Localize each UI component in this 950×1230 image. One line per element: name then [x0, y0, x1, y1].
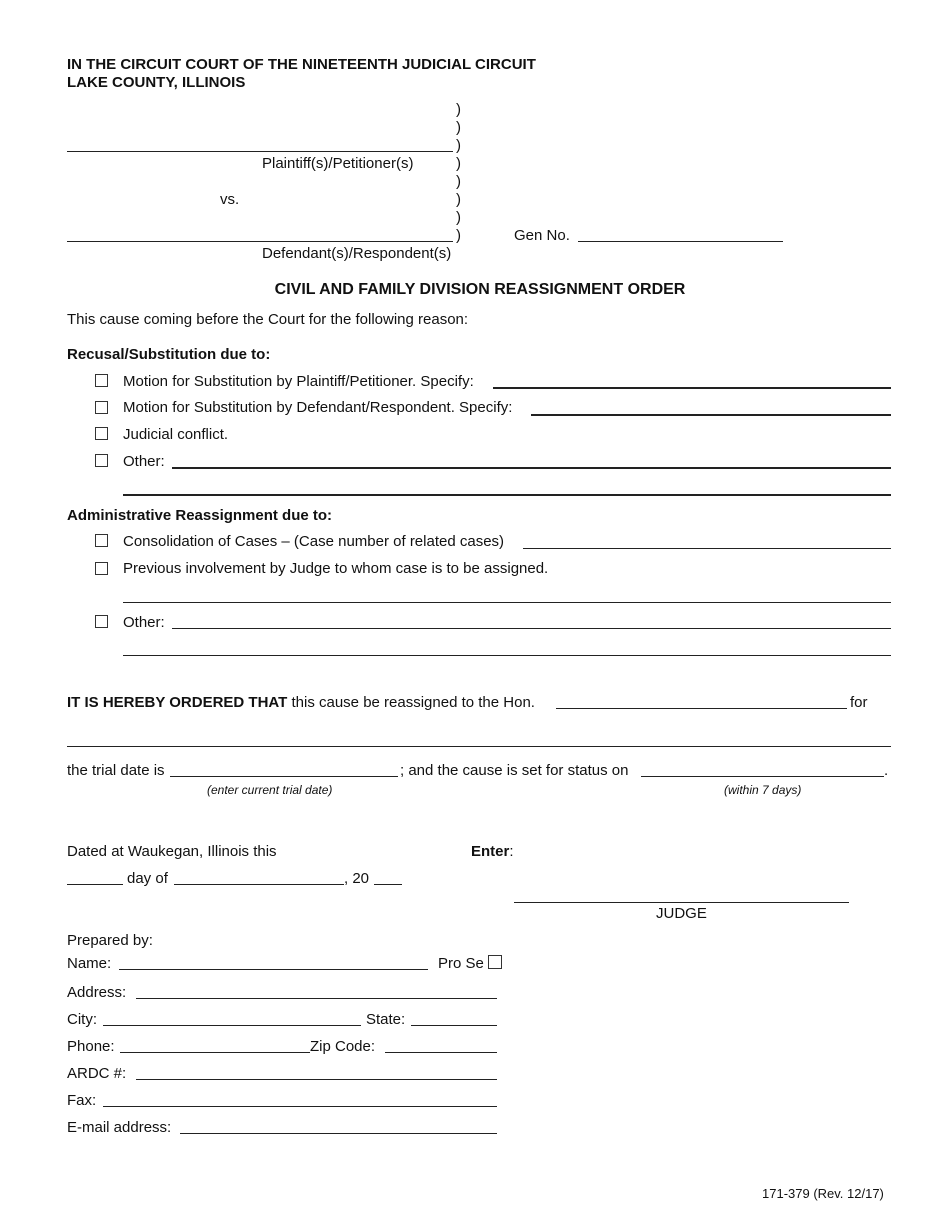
dated-label: Dated at Waukegan, Illinois this: [67, 843, 277, 860]
versus-label: vs.: [220, 191, 240, 208]
city-label: City:: [67, 1011, 97, 1028]
trial-date-label: the trial date is: [67, 762, 165, 779]
administrative-heading: Administrative Reassignment due to:: [67, 507, 333, 524]
judge-signature-line[interactable]: [514, 902, 849, 903]
previous-involvement-field[interactable]: [123, 602, 891, 603]
year-field[interactable]: [374, 884, 402, 885]
consolidation-label: Consolidation of Cases – (Case number of related cases): [123, 533, 505, 550]
admin-other-checkbox[interactable]: [95, 615, 108, 628]
consolidation-checkbox[interactable]: [95, 534, 108, 547]
month-field[interactable]: [174, 884, 344, 885]
recusal-other-checkbox[interactable]: [95, 454, 108, 467]
gen-no-label: Gen No.: [514, 227, 570, 244]
address-label: Address:: [67, 984, 127, 1001]
admin-other-field-2[interactable]: [123, 655, 891, 656]
county-name: LAKE COUNTY, ILLINOIS: [67, 74, 246, 91]
fax-label: Fax:: [67, 1092, 97, 1109]
phone-label: Phone:: [67, 1038, 115, 1055]
defendant-label: Defendant(s)/Respondent(s): [262, 245, 452, 262]
email-field[interactable]: [180, 1133, 497, 1134]
state-field[interactable]: [411, 1025, 497, 1026]
admin-other-field[interactable]: [172, 628, 891, 629]
recusal-plaintiff-label: Motion for Substitution by Plaintiff/Petitioner. Specify:: [123, 373, 474, 390]
recusal-defendant-specify-field[interactable]: [531, 414, 891, 416]
consolidation-case-number-field[interactable]: [523, 548, 891, 549]
zip-label: Zip Code:: [310, 1038, 376, 1055]
recusal-other-field-2[interactable]: [123, 494, 891, 496]
ardc-field[interactable]: [136, 1079, 497, 1080]
gen-no-field[interactable]: [578, 241, 783, 242]
judge-label: JUDGE: [656, 905, 707, 922]
recusal-other-label: Other:: [123, 453, 165, 470]
defendant-name-line[interactable]: [67, 241, 453, 242]
plaintiff-name-line[interactable]: [67, 151, 453, 152]
recusal-defendant-label: Motion for Substitution by Defendant/Respondent. Specify:: [123, 399, 513, 416]
ardc-label: ARDC #:: [67, 1065, 127, 1082]
order-continuation-field[interactable]: [67, 746, 891, 747]
form-number: 171-379 (Rev. 12/17): [762, 1186, 884, 1201]
order-bold-lead: IT IS HEREBY ORDERED THAT: [67, 694, 288, 711]
previous-involvement-label: Previous involvement by Judge to whom case is to be assigned.: [123, 560, 549, 577]
trial-date-hint: (enter current trial date): [207, 783, 333, 797]
day-of-label: day of: [127, 870, 168, 887]
recusal-heading: Recusal/Substitution due to:: [67, 346, 271, 363]
phone-field[interactable]: [120, 1052, 310, 1053]
pro-se-label: Pro Se: [438, 955, 484, 972]
trial-date-field[interactable]: [170, 776, 398, 777]
plaintiff-label: Plaintiff(s)/Petitioner(s): [262, 155, 414, 172]
order-text: this cause be reassigned to the Hon.: [291, 694, 535, 711]
email-label: E-mail address:: [67, 1119, 172, 1136]
state-label: State:: [366, 1011, 406, 1028]
admin-other-label: Other:: [123, 614, 165, 631]
recusal-defendant-checkbox[interactable]: [95, 401, 108, 414]
intro-text: This cause coming before the Court for the following reason:: [67, 311, 469, 328]
year-prefix: , 20: [344, 870, 370, 887]
status-text: ; and the cause is set for status on: [400, 762, 629, 779]
judicial-conflict-label: Judicial conflict.: [123, 426, 229, 443]
name-label: Name:: [67, 955, 112, 972]
pro-se-checkbox[interactable]: [488, 955, 502, 969]
fax-field[interactable]: [103, 1106, 497, 1107]
prepared-by-heading: Prepared by:: [67, 932, 153, 949]
city-field[interactable]: [103, 1025, 361, 1026]
status-date-hint: (within 7 days): [724, 783, 802, 797]
address-field[interactable]: [136, 998, 497, 999]
form-title: CIVIL AND FAMILY DIVISION REASSIGNMENT ORDER: [274, 281, 686, 298]
previous-involvement-checkbox[interactable]: [95, 562, 108, 575]
enter-label: Enter:: [471, 843, 514, 860]
recusal-plaintiff-specify-field[interactable]: [493, 387, 891, 389]
status-date-field[interactable]: [641, 776, 884, 777]
zip-field[interactable]: [385, 1052, 497, 1053]
recusal-other-field[interactable]: [172, 467, 891, 469]
day-field[interactable]: [67, 884, 123, 885]
order-statement: [67, 694, 535, 711]
court-name: IN THE CIRCUIT COURT OF THE NINETEENTH JUDICIAL CIRCUIT: [67, 56, 536, 73]
name-field[interactable]: [119, 969, 428, 970]
order-for: for: [850, 694, 868, 711]
judge-name-field[interactable]: [556, 708, 847, 709]
recusal-plaintiff-checkbox[interactable]: [95, 374, 108, 387]
order-period: .: [884, 762, 889, 779]
judicial-conflict-checkbox[interactable]: [95, 427, 108, 440]
